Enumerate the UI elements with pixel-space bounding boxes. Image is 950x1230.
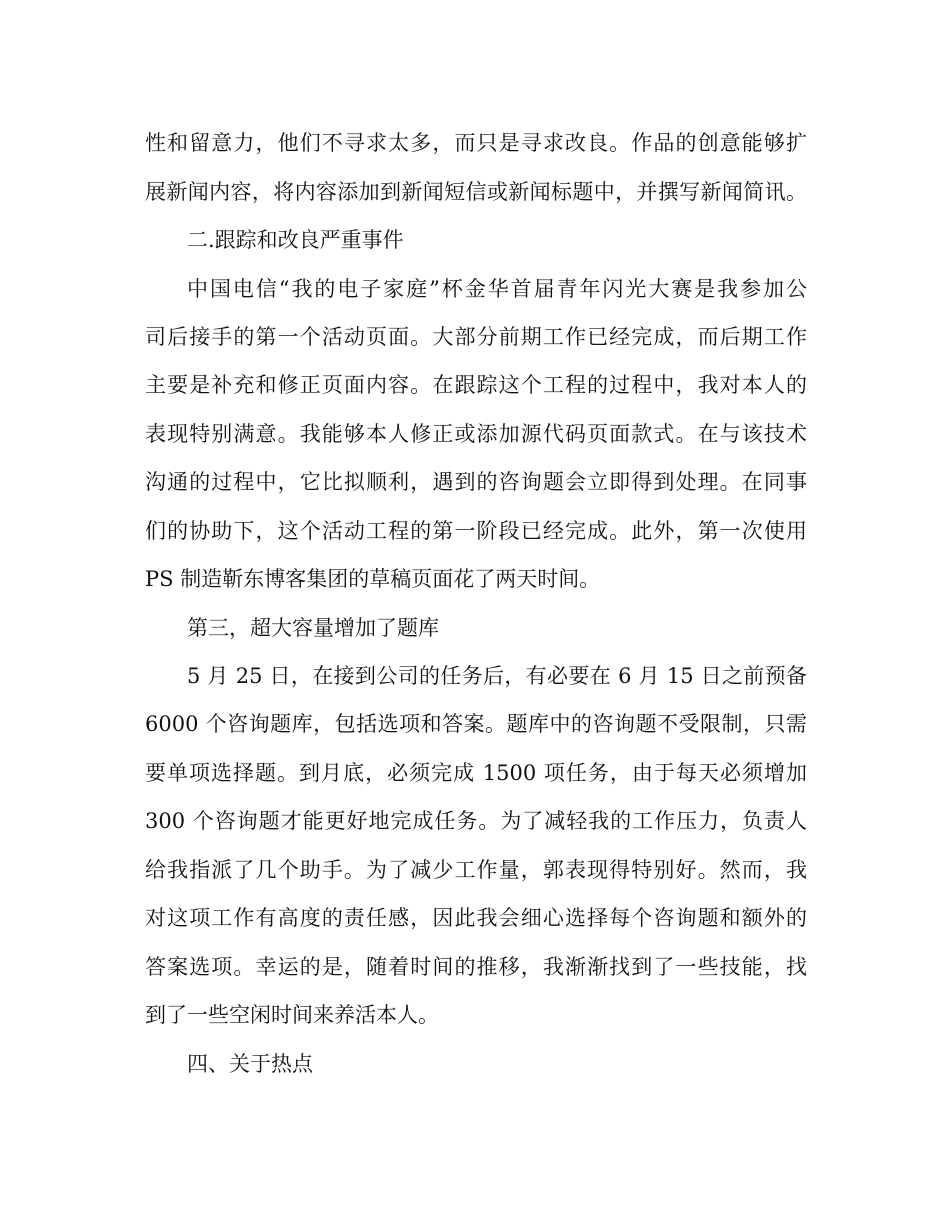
paragraph-line: 要单项选择题。到月底，必须完成 1500 项任务，由于每天必须增加 xyxy=(145,761,807,785)
paragraph-line: 性和留意力，他们不寻求太多，而只是寻求改良。作品的创意能够扩 xyxy=(145,131,807,155)
paragraph-line: 答案选项。幸运的是，随着时间的推移，我渐渐找到了一些技能，找 xyxy=(145,955,807,979)
paragraph-line: PS 制造靳东博客集团的草稿页面花了两天时间。 xyxy=(145,567,601,591)
paragraph-line: 6000 个咨询题库，包括选项和答案。题库中的咨询题不受限制，只需 xyxy=(145,712,807,736)
paragraph-line: 到了一些空闲时间来养活本人。 xyxy=(145,1003,439,1027)
paragraph-line: 展新闻内容，将内容添加到新闻短信或新闻标题中，并撰写新闻简讯。 xyxy=(145,180,807,204)
section-heading: 四、关于热点 xyxy=(187,1052,313,1076)
paragraph-line: 300 个咨询题才能更好地完成任务。为了减轻我的工作压力，负责人 xyxy=(145,809,807,833)
paragraph-line: 们的协助下，这个活动工程的第一阶段已经完成。此外，第一次使用 xyxy=(145,519,807,543)
section-heading: 二.跟踪和改良严重事件 xyxy=(187,228,404,252)
paragraph-line: 表现特别满意。我能够本人修正或添加源代码页面款式。在与该技术 xyxy=(145,422,807,446)
paragraph-line: 主要是补充和修正页面内容。在跟踪这个工程的过程中，我对本人的 xyxy=(145,373,807,397)
paragraph-line: 给我指派了几个助手。为了减少工作量，郭表现得特别好。然而，我 xyxy=(145,858,807,882)
paragraph-line: 司后接手的第一个活动页面。大部分前期工作已经完成，而后期工作 xyxy=(145,325,807,349)
paragraph-line: 中国电信“我的电子家庭”杯金华首届青年闪光大赛是我参加公 xyxy=(187,277,807,301)
paragraph-line: 对这项工作有高度的责任感，因此我会细心选择每个咨询题和额外的 xyxy=(145,906,807,930)
paragraph-line: 5 月 25 日，在接到公司的任务后，有必要在 6 月 15 日之前预备 xyxy=(187,664,807,688)
paragraph-line: 沟通的过程中，它比拟顺利，遇到的咨询题会立即得到处理。在同事 xyxy=(145,470,807,494)
section-heading: 第三，超大容量增加了题库 xyxy=(187,616,439,640)
